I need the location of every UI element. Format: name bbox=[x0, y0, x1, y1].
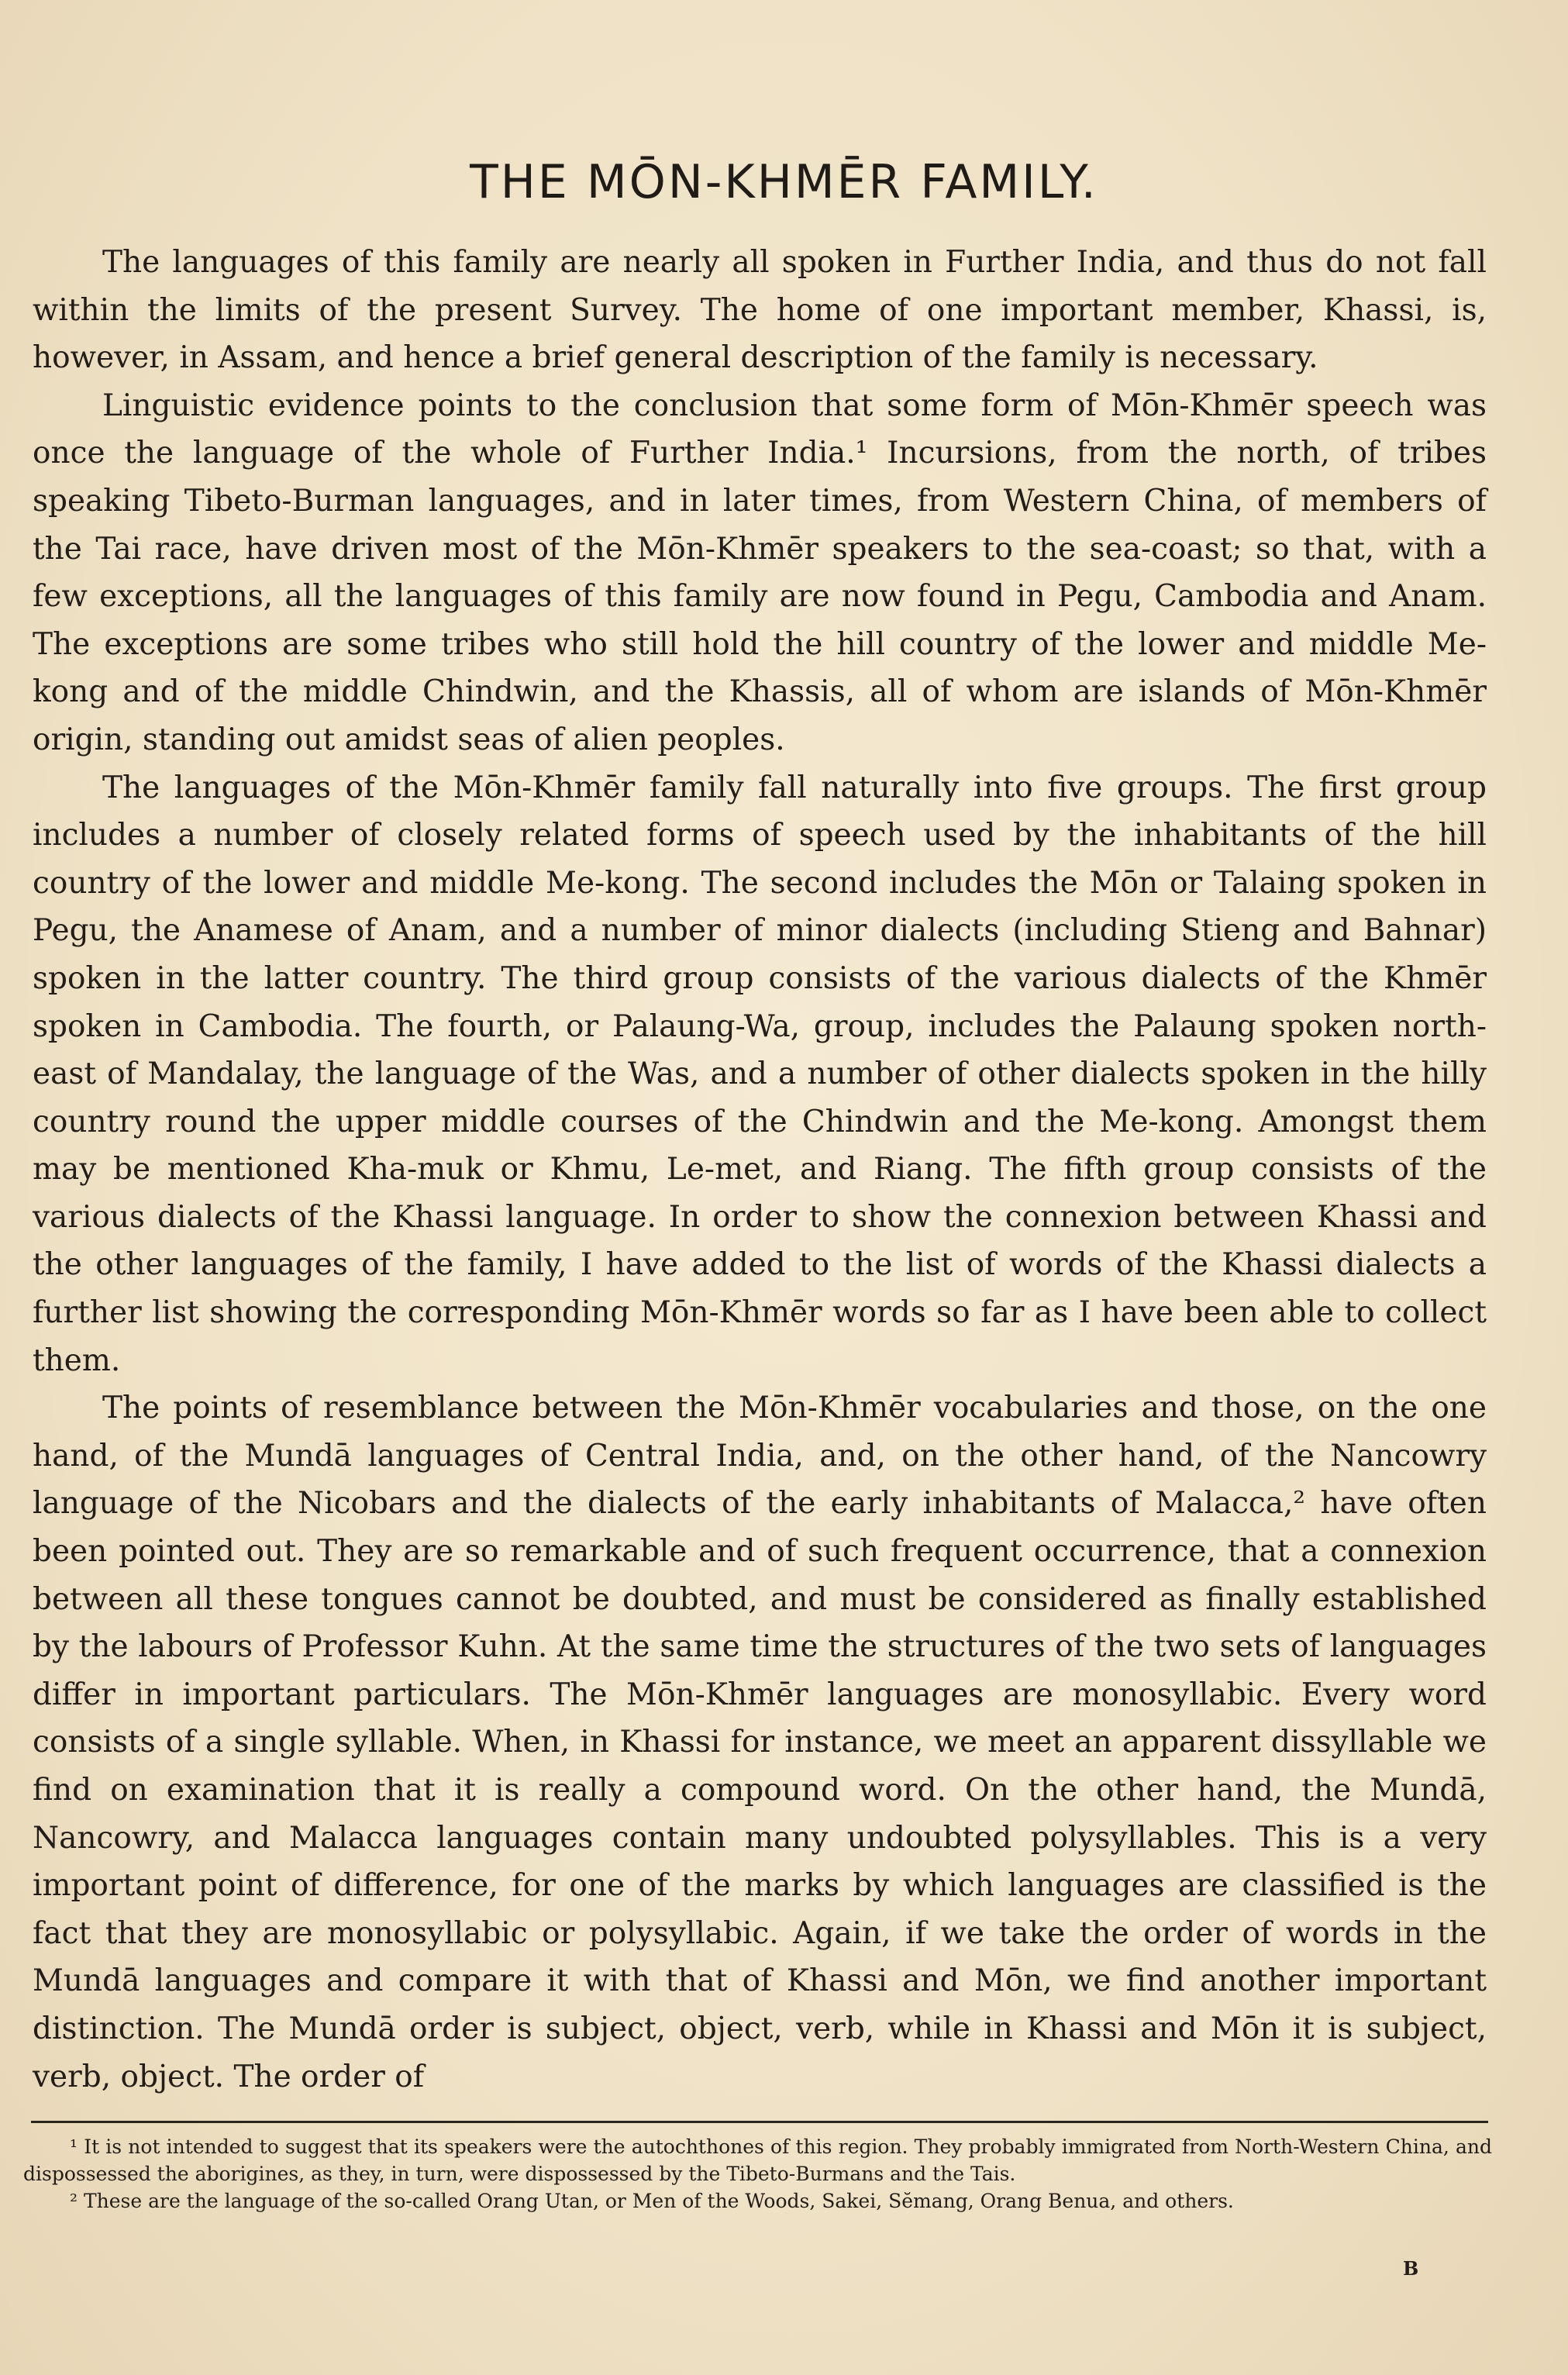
footnote-divider bbox=[31, 2121, 1488, 2123]
footnotes bbox=[23, 2133, 1492, 2215]
paragraph-five-groups: The languages of the Mōn-Khmēr family fall naturally into five groups. The first group includes a number of closely related forms of speech used by the inhabitants of the hill country of the lower and middle Me-kong. The second includes the Mōn or Talaing spoken in Pegu, the Anamese of Anam, and a number of minor dialects (including Stieng and Bahnar) spoken in the latter country. The third group consists of the various dialects of the Khmēr spoken in Cambodia. The fourth, or Palaung-Wa, group, includes the Palaung spoken north-east of Mandalay, the language of the Was, and a number of other dialects spoken in the hilly country round the upper middle courses of the Chindwin and the Me-kong. Amongst them may be mentioned Kha-muk or Khmu, Le-met, and Riang. The fifth group consists of the various dialects of the Khassi language. In order to show the connexion between Khassi and the other languages of the family, I have added to the list of words of the Khassi dialects a further list showing the corresponding Mōn-Khmēr words so far as I have been able to collect them. bbox=[33, 770, 1487, 1378]
page-title: THE MŌN-KHMĒR FAMILY. bbox=[470, 155, 1098, 209]
paragraph-resemblance: The points of resemblance between the Mōn-Khmēr vocabularies and those, on the one hand, of the Mundā languages of Central India, and, on the other hand, of the Nancowry language of the Nicobars and the dialects of the early inhabitants of Malacca,² have often been pointed out. They are so remarkable and of such frequent occurrence, that a connexion between all these tongues cannot be doubted, and must be considered as finally established by the labours of Professor Kuhn. At the same time the structures of the two sets of languages differ in important particulars. The Mōn-Khmēr languages are monosyllabic. Every word consists of a single syllable. When, in Khassi for instance, we meet an apparent dissyllable we find on examination that it is really a compound word. On the other hand, the Mundā, Nancowry, and Malacca languages contain many undoubted polysyllables. This is a very important point of difference, for one of the marks by which languages are classified is the fact that they are monosyllabic or polysyllabic. Again, if we take the order of words in the Mundā languages and compare it with that of Khassi and Mōn, we find another important distinction. The Mundā order is subject, object, verb, while in Khassi and Mōn it is subject, verb, object. The order of bbox=[33, 1391, 1487, 2094]
signature-mark: B bbox=[1403, 2257, 1419, 2280]
footnote-2: ² These are the language of the so-called Orang Utan, or Men of the Woods, Sakei, Sĕmang, Orang Benua, and others. bbox=[70, 2190, 1234, 2212]
body-text bbox=[33, 239, 1487, 2101]
footnote-1: ¹ It is not intended to suggest that its speakers were the autochthones of this region. They probably immigrated from North-Western China, and dispossessed the aborigines, as they, in turn, were dispossessed by the Tibeto-Burmans and the Tais. bbox=[23, 2135, 1492, 2185]
paragraph-intro: The languages of this family are nearly all spoken in Further India, and thus do not fall within the limits of the present Survey. The home of one important member, Khassi, is, however, in Assam, and hence a brief general description of the family is necessary. bbox=[33, 245, 1487, 376]
paragraph-linguistic-evidence: Linguistic evidence points to the conclusion that some form of Mōn-Khmēr speech was once the language of the whole of Further India.¹ Incursions, from the north, of tribes speaking Tibeto-Burman languages, and in later times, from Western China, of members of the Tai race, have driven most of the Mōn-Khmēr speakers to the sea-coast; so that, with a few exceptions, all the languages of this family are now found in Pegu, Cambodia and Anam. The exceptions are some tribes who still hold the hill country of the lower and middle Me-kong and of the middle Chindwin, and the Khassis, all of whom are islands of Mōn-Khmēr origin, standing out amidst seas of alien peoples. bbox=[33, 388, 1487, 757]
